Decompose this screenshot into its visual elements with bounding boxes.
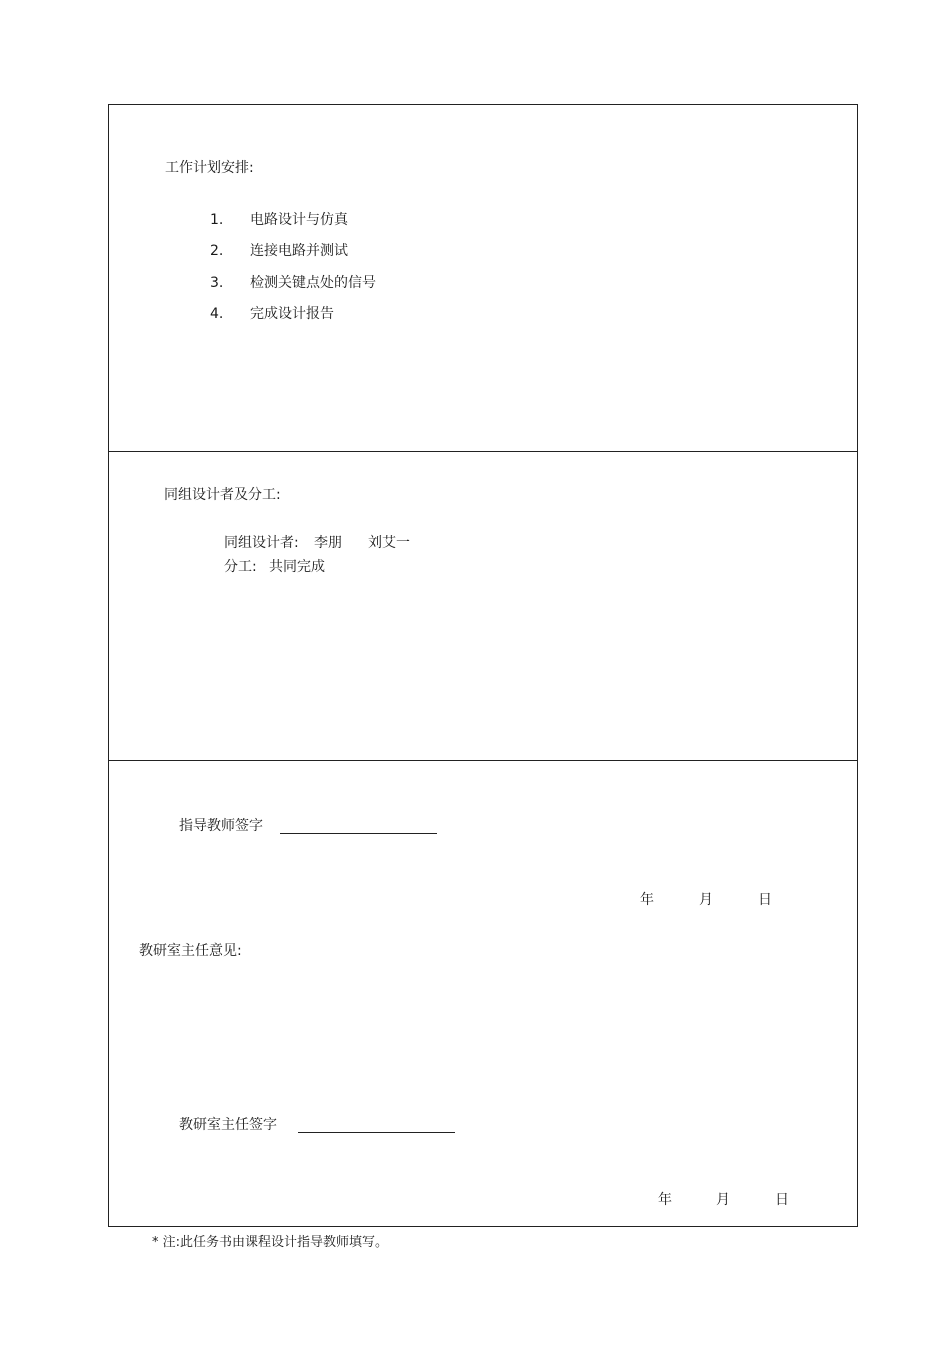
- director-signature-line[interactable]: [298, 1132, 455, 1133]
- plan-item-label: 连接电路并测试: [250, 243, 348, 259]
- footnote: * 注:此任务书由课程设计指导教师填写。: [152, 1235, 389, 1250]
- advisor-date-day: 日: [758, 892, 772, 908]
- division-label: 分工:: [224, 559, 257, 575]
- assignment-form-table: [108, 104, 858, 1227]
- plan-item-number: 2.: [210, 243, 224, 259]
- director-opinion-label: 教研室主任意见:: [139, 943, 242, 959]
- team-heading: 同组设计者及分工:: [164, 487, 281, 503]
- plan-item-label: 电路设计与仿真: [250, 212, 348, 228]
- plan-item-label: 完成设计报告: [250, 306, 334, 322]
- division-value: 共同完成: [269, 559, 325, 575]
- plan-item-label: 检测关键点处的信号: [250, 275, 376, 291]
- director-sign-label: 教研室主任签字: [179, 1117, 277, 1133]
- plan-item: [210, 305, 510, 323]
- work-plan-heading: 工作计划安排:: [165, 160, 254, 176]
- advisor-date-month: 月: [699, 892, 713, 908]
- director-date-month: 月: [716, 1192, 730, 1208]
- plan-item-number: 3.: [210, 275, 224, 291]
- plan-item: [210, 242, 510, 260]
- signature-section: [109, 761, 857, 1226]
- plan-item-number: 4.: [210, 306, 224, 322]
- team-member-name: 李朋: [314, 535, 342, 551]
- advisor-date-year: 年: [640, 892, 654, 908]
- team-section: [109, 452, 857, 761]
- team-member-name: 刘艾一: [368, 535, 410, 551]
- plan-item: [210, 211, 510, 229]
- work-plan-section: [109, 105, 857, 452]
- plan-item: [210, 274, 510, 292]
- team-members-label: 同组设计者:: [224, 535, 299, 551]
- director-date-day: 日: [775, 1192, 789, 1208]
- plan-item-number: 1.: [210, 212, 224, 228]
- director-date-year: 年: [658, 1192, 672, 1208]
- advisor-sign-label: 指导教师签字: [179, 818, 263, 834]
- advisor-signature-line[interactable]: [280, 833, 437, 834]
